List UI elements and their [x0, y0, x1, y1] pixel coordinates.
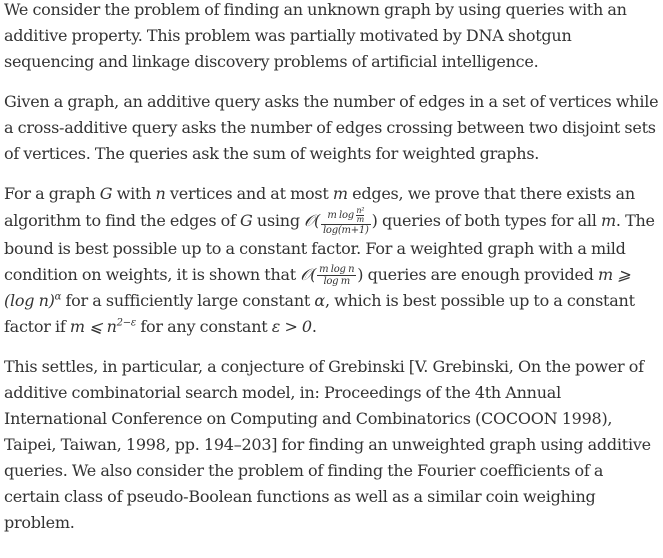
- p3-text-j: , which is best possible up to a constant factor if: [4, 291, 635, 336]
- fraction-1-numerator-text: m log: [327, 210, 357, 221]
- p3-text-d: edges, we prove that there exists an algorithm to find the edges of: [4, 184, 635, 230]
- fraction-2: [317, 264, 356, 287]
- inner-fraction: [356, 207, 364, 224]
- p3-text-l: .: [311, 317, 317, 336]
- paragraph-1: We consider the problem of finding an unknown graph by using queries with an additive property. This problem was partially motivated by DNA shotgun sequencing and linkage discovery problems of artificial intelligence.: [4, 0, 627, 71]
- p3-text-k: for any constant: [136, 317, 272, 336]
- p3-text-b: with: [112, 184, 156, 203]
- fraction-1-numerator: [321, 207, 371, 225]
- math-condition-2: m ⩽ n: [69, 317, 117, 336]
- math-graph-g-2: G: [240, 211, 253, 230]
- math-condition-2-exponent: 2−ε: [116, 317, 137, 329]
- math-n: n: [155, 184, 166, 203]
- big-o-1: 𝒪(: [304, 211, 320, 230]
- inner-fraction-numerator: n²: [356, 206, 365, 215]
- p3-text-e: using: [252, 211, 305, 230]
- paragraph-4: This settles, in particular, a conjecture of Grebinski [V. Grebinski, On the power of additive combinatorial search model, in: Proceedings of the 4th Annual International Conference on Computing and Combinatorics (COCOON 1998), Taipei, Taiwan, 1998, pp. 194–203] for finding an unweighted graph using additive queries. We also consider the problem of finding the Fourier coefficients of a certain class of pseudo-Boolean functions as well as a similar coin weighing problem.: [4, 357, 651, 532]
- big-o-2-close: ): [357, 265, 364, 284]
- math-m: m: [332, 184, 348, 203]
- p3-text-g: . The bound is best possible up to a constant factor. For a weighted graph with a mild condition on weights, it is shown that: [4, 211, 655, 284]
- big-o-1-close: ): [371, 211, 378, 230]
- big-o-2: 𝒪(: [300, 265, 317, 284]
- math-condition-1-exponent: α: [54, 291, 62, 303]
- fraction-2-numerator: m log n: [319, 264, 355, 275]
- p3-text-h: queries are enough provided: [363, 265, 598, 284]
- fraction-2-denominator: log m: [323, 276, 350, 287]
- p3-text-a: For a graph: [4, 184, 100, 203]
- fraction-1-denominator: log(m+1): [322, 225, 369, 236]
- p3-text-c: vertices and at most: [165, 184, 333, 203]
- fraction-1: [321, 207, 371, 236]
- math-condition-3: ε > 0: [271, 317, 312, 336]
- math-alpha: α: [314, 291, 325, 310]
- p3-text-i: for a sufficiently large constant: [61, 291, 315, 310]
- inner-fraction-denominator: m: [356, 215, 364, 224]
- p3-text-f: queries of both types for all: [377, 211, 601, 230]
- math-condition-1: m ⩾ (log n): [4, 265, 631, 310]
- paragraph-2: Given a graph, an additive query asks the number of edges in a set of vertices while a cross-additive query asks the number of edges crossing between two disjoint sets of vertices. The queries ask the sum of weights for weighted graphs.: [4, 92, 659, 163]
- math-m-2: m: [600, 211, 616, 230]
- math-graph-g: G: [99, 184, 113, 203]
- paragraph-3: [4, 181, 659, 340]
